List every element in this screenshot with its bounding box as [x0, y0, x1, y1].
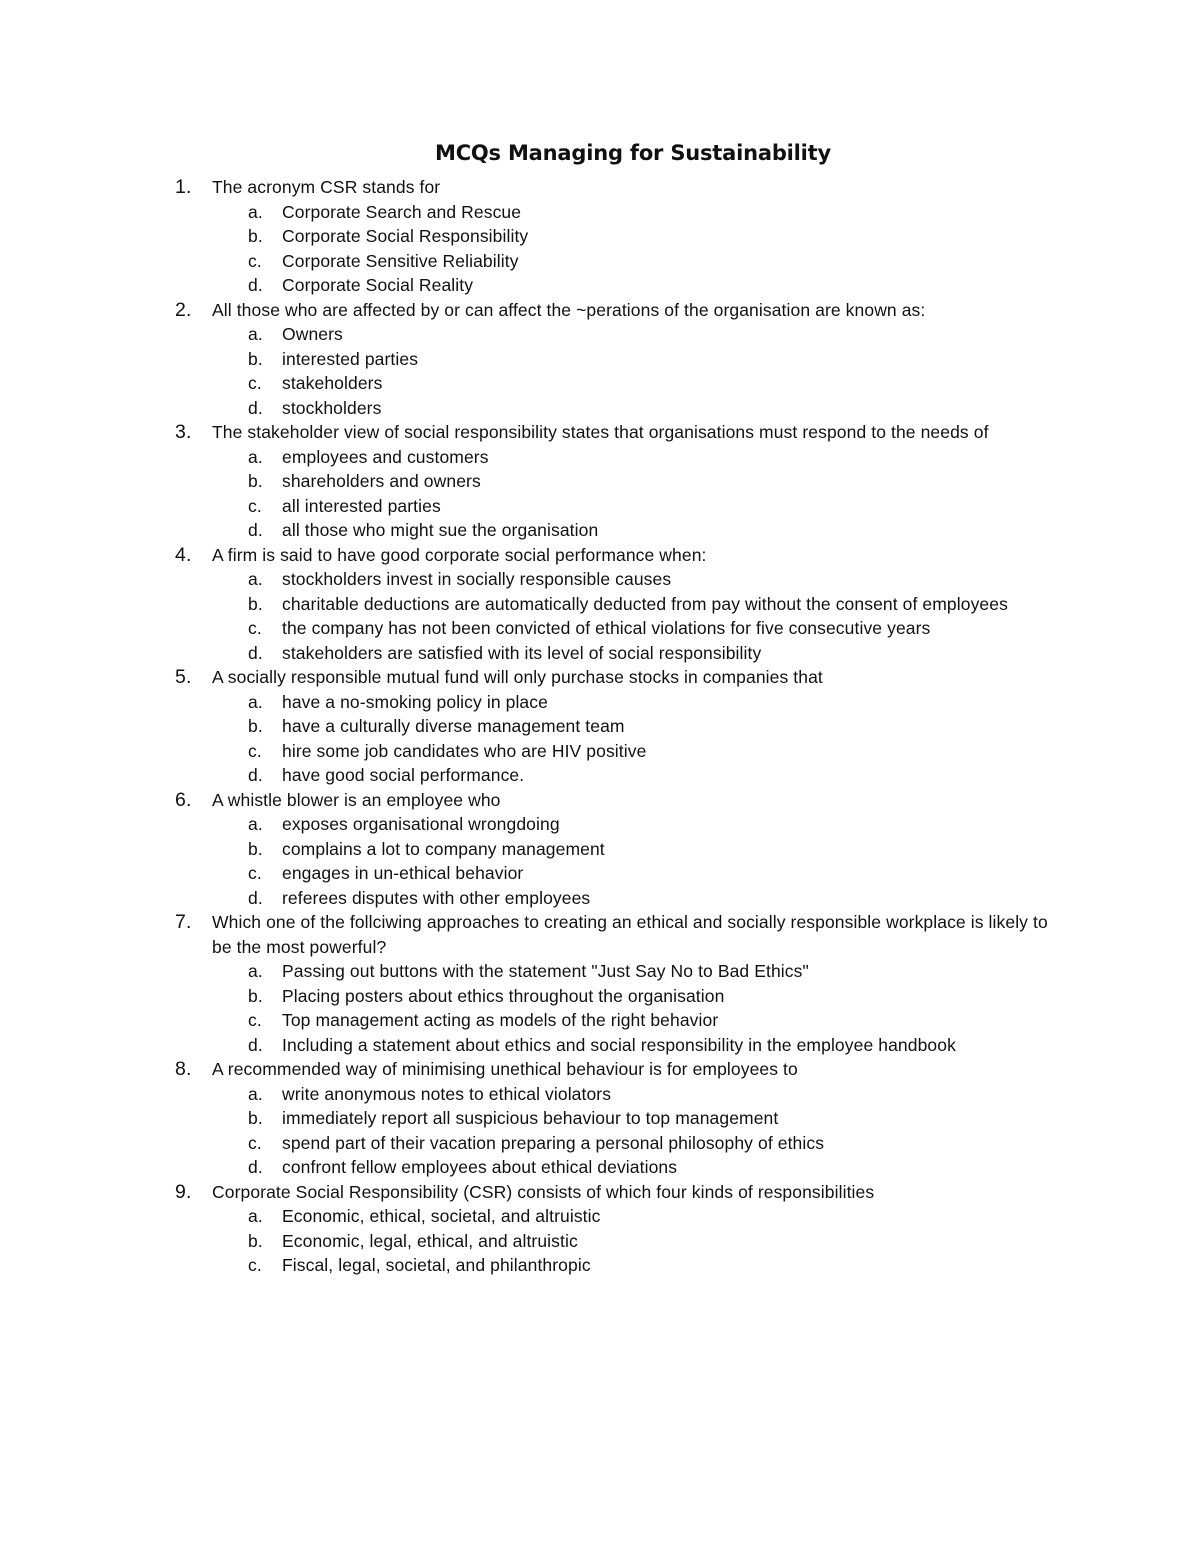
question-item — [0, 665, 1200, 788]
question-number: 4. — [175, 543, 192, 566]
question-text: A recommended way of minimising unethical behaviour is for employees to — [212, 1059, 798, 1079]
question-item — [0, 420, 1200, 543]
option-letter: c. — [248, 495, 262, 516]
option-text: have a culturally diverse management team — [282, 716, 625, 736]
question-text: A whistle blower is an employee who — [212, 789, 501, 810]
option-text: Corporate Social Reality — [282, 275, 474, 295]
option-letter: a. — [248, 201, 263, 222]
answer-option — [212, 690, 1060, 715]
option-letter: c. — [248, 1132, 262, 1153]
option-letter: d. — [248, 642, 263, 663]
answer-option — [212, 837, 1060, 862]
option-letter: d. — [248, 275, 263, 295]
question-number: 6. — [175, 788, 192, 811]
answer-option — [212, 322, 1060, 347]
answer-options — [212, 322, 1060, 420]
option-text: Corporate Search and Rescue — [282, 201, 522, 222]
option-letter: a. — [248, 814, 263, 834]
option-letter: a. — [248, 961, 263, 981]
option-text: exposes organisational wrongdoing — [282, 814, 560, 834]
option-text: stockholders invest in socially responsible causes — [282, 569, 672, 589]
answer-option — [212, 1082, 1060, 1107]
option-letter: d. — [248, 887, 263, 908]
question-item — [0, 1180, 1200, 1278]
option-text: stockholders — [282, 397, 382, 418]
option-text: Economic, legal, ethical, and altruistic — [282, 1230, 578, 1251]
answer-option — [212, 886, 1060, 911]
question-number: 1. — [175, 176, 192, 198]
answer-options — [212, 1082, 1060, 1180]
option-text: immediately report all suspicious behaviour to top management — [282, 1108, 779, 1128]
answer-option — [212, 1155, 1060, 1180]
option-text: all those who might sue the organisation — [282, 520, 599, 540]
option-text: confront fellow employees about ethical deviations — [282, 1157, 678, 1177]
option-letter: b. — [248, 985, 263, 1006]
option-text: the company has not been convicted of ethical violations for five consecutive years — [282, 618, 931, 638]
answer-option — [212, 1106, 1060, 1131]
option-text: charitable deductions are automatically deducted from pay without the consent of employees — [282, 593, 1008, 614]
option-letter: d. — [248, 397, 263, 418]
option-letter: c. — [248, 1255, 262, 1275]
answer-options — [212, 812, 1060, 910]
option-letter: c. — [248, 1010, 262, 1030]
question-text: A socially responsible mutual fund will only purchase stocks in companies that — [212, 667, 823, 687]
option-text: Corporate Sensitive Reliability — [282, 250, 519, 271]
question-item — [0, 788, 1200, 911]
option-letter: b. — [248, 226, 263, 246]
question-item — [0, 298, 1200, 421]
answer-option — [212, 641, 1060, 666]
option-letter: b. — [248, 1230, 263, 1251]
option-letter: c. — [248, 250, 262, 271]
question-number: 5. — [175, 666, 192, 688]
answer-option — [212, 347, 1060, 372]
answer-options — [212, 567, 1060, 665]
question-number: 2. — [175, 298, 192, 321]
answer-option — [212, 739, 1060, 764]
option-text: have good social performance. — [282, 765, 525, 785]
answer-option — [212, 984, 1060, 1009]
answer-option — [212, 371, 1060, 396]
answer-option — [212, 1008, 1060, 1033]
option-text: have a no-smoking policy in place — [282, 691, 548, 712]
option-text: stakeholders — [282, 373, 383, 393]
option-text: referees disputes with other employees — [282, 887, 591, 908]
option-letter: a. — [248, 324, 263, 344]
answer-option — [212, 249, 1060, 274]
option-letter: a. — [248, 1083, 263, 1104]
option-letter: d. — [248, 1034, 263, 1055]
question-text: The stakeholder view of social responsibility states that organisations must respond to the needs of — [212, 422, 989, 442]
option-letter: c. — [248, 863, 262, 883]
option-text: Economic, ethical, societal, and altruistic — [282, 1206, 601, 1226]
answer-option — [212, 396, 1060, 421]
option-letter: b. — [248, 471, 263, 491]
option-text: stakeholders are satisfied with its level of social responsibility — [282, 642, 762, 663]
answer-option — [212, 592, 1060, 617]
option-text: interested parties — [282, 348, 419, 369]
question-text: Corporate Social Responsibility (CSR) consists of which four kinds of responsibilities — [212, 1181, 875, 1202]
question-number: 3. — [175, 421, 192, 443]
answer-option — [212, 567, 1060, 592]
answer-option — [212, 200, 1060, 225]
question-number: 9. — [175, 1180, 192, 1203]
question-text: The acronym CSR stands for — [212, 177, 441, 197]
answer-options — [212, 959, 1060, 1057]
option-letter: b. — [248, 716, 263, 736]
option-text: Top management acting as models of the right behavior — [282, 1010, 719, 1030]
option-text: Passing out buttons with the statement "Just Say No to Bad Ethics" — [282, 961, 809, 981]
option-text: employees and customers — [282, 446, 489, 467]
answer-option — [212, 616, 1060, 641]
answer-option — [212, 1131, 1060, 1156]
option-letter: c. — [248, 373, 262, 393]
answer-option — [212, 273, 1060, 298]
option-letter: a. — [248, 569, 263, 589]
option-letter: d. — [248, 520, 263, 540]
option-text: Fiscal, legal, societal, and philanthropic — [282, 1255, 591, 1275]
document-title: MCQs Managing for Sustainability — [435, 141, 831, 165]
answer-option — [212, 959, 1060, 984]
option-letter: b. — [248, 838, 263, 859]
question-text: A firm is said to have good corporate social performance when: — [212, 544, 707, 565]
answer-option — [212, 469, 1060, 494]
option-letter: d. — [248, 1157, 263, 1177]
answer-options — [212, 445, 1060, 543]
option-text: complains a lot to company management — [282, 838, 605, 859]
option-text: Placing posters about ethics throughout the organisation — [282, 985, 725, 1006]
answer-option — [212, 494, 1060, 519]
question-number: 7. — [175, 911, 192, 933]
option-letter: a. — [248, 446, 263, 467]
answer-option — [212, 1253, 1060, 1278]
answer-option — [212, 224, 1060, 249]
option-letter: c. — [248, 740, 262, 761]
question-list — [0, 175, 1200, 1278]
answer-option — [212, 1229, 1060, 1254]
answer-options — [212, 690, 1060, 788]
question-number: 8. — [175, 1058, 192, 1080]
option-text: write anonymous notes to ethical violators — [282, 1083, 612, 1104]
answer-option — [212, 1204, 1060, 1229]
option-letter: d. — [248, 765, 263, 785]
option-text: spend part of their vacation preparing a personal philosophy of ethics — [282, 1132, 825, 1153]
question-item — [0, 1057, 1200, 1180]
option-text: engages in un-ethical behavior — [282, 863, 524, 883]
option-letter: b. — [248, 348, 263, 369]
option-letter: b. — [248, 1108, 263, 1128]
option-letter: b. — [248, 593, 263, 614]
option-text: Including a statement about ethics and social responsibility in the employee handbook — [282, 1034, 956, 1055]
option-letter: c. — [248, 618, 262, 638]
question-item — [0, 175, 1200, 298]
option-letter: a. — [248, 691, 263, 712]
question-item — [0, 543, 1200, 666]
answer-option — [212, 1033, 1060, 1058]
question-item — [0, 910, 1200, 1057]
option-letter: a. — [248, 1206, 263, 1226]
answer-option — [212, 518, 1060, 543]
option-text: hire some job candidates who are HIV positive — [282, 740, 647, 761]
option-text: Owners — [282, 324, 343, 344]
answer-options — [212, 200, 1060, 298]
question-text: All those who are affected by or can affect the ~perations of the organisation are known as: — [212, 299, 926, 320]
option-text: all interested parties — [282, 495, 441, 516]
answer-options — [212, 1204, 1060, 1278]
answer-option — [212, 861, 1060, 886]
answer-option — [212, 763, 1060, 788]
answer-option — [212, 445, 1060, 470]
option-text: shareholders and owners — [282, 471, 481, 491]
answer-option — [212, 714, 1060, 739]
question-text: Which one of the follciwing approaches to creating an ethical and socially responsible workplace is likely to be the most powerful? — [212, 912, 1048, 957]
option-text: Corporate Social Responsibility — [282, 226, 529, 246]
answer-option — [212, 812, 1060, 837]
